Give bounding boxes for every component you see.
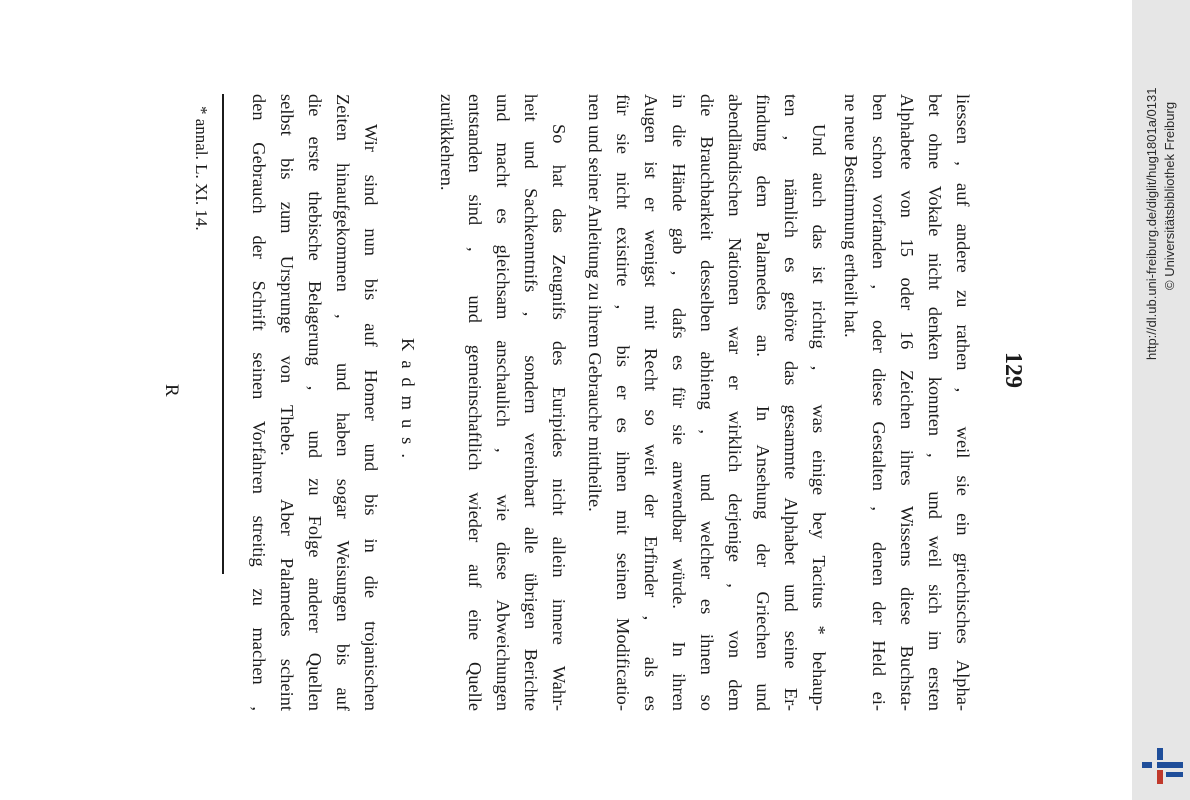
text-line: die Brauchbarkeit desselben abhieng , und welcher es ihnen so (697, 94, 717, 711)
logo-bar-blue-bottom (1166, 772, 1183, 777)
text-line: abendländischen Nationen war er wirklich derjenige , von dem (725, 94, 745, 711)
text-line: und macht es gleichsam anschaulich , wie diese Abweichungen (493, 94, 513, 711)
viewer-sidebar (1132, 0, 1190, 800)
text-line: entstanden sind , und gemeinschaftlich wieder auf eine Quelle (465, 94, 485, 711)
logo-bar-blue-top (1157, 748, 1163, 760)
text-line: nen und seiner Anleitung zu ihrem Gebrauche mittheilte. (585, 94, 605, 512)
library-logo-icon (1140, 746, 1186, 786)
logo-bar-blue-left (1142, 762, 1152, 768)
source-url[interactable]: http://dl.ub.uni-freiburg.de/diglit/hug1801a/0131 (1144, 87, 1159, 360)
text-line: findung dem Palamedes an. In Ansehung der Griechen und (753, 94, 773, 711)
footnote: * annal. L. XI. 14. (192, 106, 211, 231)
text-line: den Gebrauch der Schrift seinen Vorfahren streitig zu machen , (249, 94, 269, 711)
section-heading: Kadmus. (398, 338, 418, 467)
logo-bar-blue-right (1157, 762, 1183, 768)
text-line: die erste thebische Belagerung , und zu Folge anderer Quellen (305, 94, 325, 711)
copyright-notice: © Universitätsbibliothek Freiburg (1162, 101, 1177, 290)
text-line: Wir sind nun bis auf Homer und bis in die trojanischen (361, 124, 381, 711)
text-line: selbst bis zum Ursprunge von Thebe. Aber Palamedes scheint (277, 94, 297, 711)
text-line: ten , nämlich es gehöre das gesammte Alphabet und seine Er- (781, 94, 801, 711)
text-line: ne neue Bestimmung ertheilt hat. (841, 94, 861, 338)
logo-bar-red (1157, 770, 1163, 784)
footnote-rule (222, 94, 224, 574)
text-line: für sie nicht existirte , bis er es ihnen mit seinen Modificatio- (613, 94, 633, 711)
text-line: bet ohne Vokale nicht denken konnten , und weil sich im ersten (925, 94, 945, 711)
text-line: Alphabete von 15 oder 16 Zeichen ihres Wissens diese Buchsta- (897, 94, 917, 711)
text-line: Augen ist er wenigst mit Recht so weit der Erfinder , als es (641, 94, 661, 711)
text-line: Und auch das ist richtig , was einige bey Tacitus * behaup- (809, 124, 829, 711)
text-line: in die Hände gab , dafs es für sie anwendbar würde. In ihren (669, 94, 689, 711)
text-line: So hat das Zeugnifs des Euripides nicht allein innere Wahr- (549, 124, 569, 711)
text-line: ben schon vorfanden , oder diese Gestalten , denen der Held ei- (869, 94, 889, 711)
text-line: Zeiten hinaufgekommen , und haben sogar Weisungen bis auf (333, 94, 353, 711)
signature-mark: R (161, 384, 182, 397)
page-number: 129 (1000, 352, 1026, 388)
text-line: zurükkehren. (437, 94, 457, 191)
text-line: liessen , auf andere zu rathen , weil sie ein griechisches Alpha- (953, 94, 973, 711)
text-line: heit und Sachkenntnifs , sondern vereinbart alle übrigen Berichte (521, 94, 541, 711)
